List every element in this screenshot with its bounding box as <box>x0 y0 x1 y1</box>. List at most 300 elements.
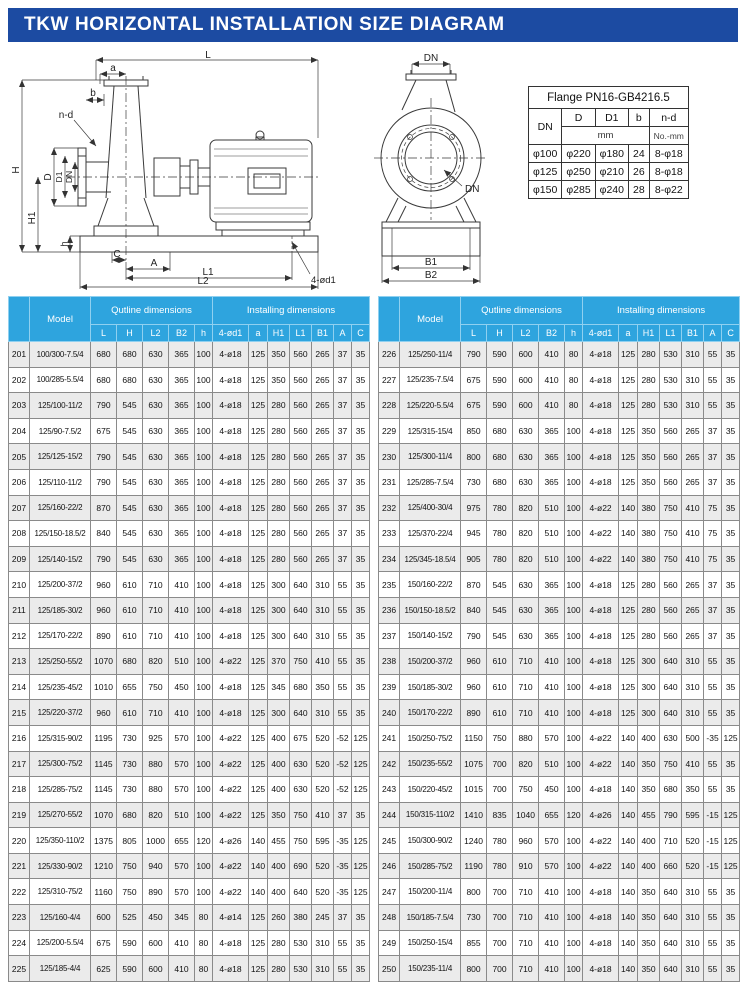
dim-C-cell: 35 <box>352 700 370 726</box>
dim-h-cell: 100 <box>565 828 583 854</box>
dim-A-cell: 37 <box>334 444 352 470</box>
dim-H-cell: 610 <box>117 597 143 623</box>
table-row <box>9 572 370 598</box>
dim-B1-cell: 410 <box>682 546 704 572</box>
dim-B1-cell: 265 <box>312 367 334 393</box>
dim-L1-cell: 640 <box>660 879 682 905</box>
dim-B1-cell: 310 <box>312 700 334 726</box>
dim-H1-cell: 380 <box>638 521 660 547</box>
dim-d1-cell: 4-ø22 <box>583 495 619 521</box>
table-row <box>379 828 740 854</box>
dim-h-cell: 100 <box>195 879 213 905</box>
dim-h-cell: 80 <box>565 393 583 419</box>
dim-B2-cell: 410 <box>539 930 565 956</box>
row-number-cell: 218 <box>9 777 30 803</box>
dim-h-cell: 80 <box>195 905 213 931</box>
dim-L1-cell: 750 <box>290 828 312 854</box>
dim-L2-cell: 600 <box>513 367 539 393</box>
dim-H1-cell: 455 <box>638 802 660 828</box>
dim-H-cell: 680 <box>487 469 513 495</box>
dim-a-cell: 140 <box>619 879 638 905</box>
dim-H-cell: 700 <box>487 956 513 982</box>
dim-H1-cell: 300 <box>638 700 660 726</box>
dim-L-cell: 945 <box>461 521 487 547</box>
row-number-cell: 247 <box>379 879 400 905</box>
dim-L1-cell: 560 <box>660 444 682 470</box>
dim-A-cell: 37 <box>334 342 352 368</box>
table-row <box>9 802 370 828</box>
dim-B2-cell: 510 <box>539 546 565 572</box>
dim-a-cell: 125 <box>249 546 268 572</box>
dim-C-cell: 125 <box>352 879 370 905</box>
dim-L-cell: 960 <box>91 700 117 726</box>
model-cell: 125/315-15/4 <box>400 418 461 444</box>
flange-unit-no-mm: No.-mm <box>649 127 688 145</box>
dim-B2-cell: 510 <box>169 802 195 828</box>
dim-H-cell: 700 <box>487 777 513 803</box>
row-number-cell: 231 <box>379 469 400 495</box>
dim-H1-cell: 400 <box>268 725 290 751</box>
dim-H1-cell: 370 <box>268 649 290 675</box>
dim-C-cell: 125 <box>722 725 740 751</box>
dim-d1-cell: 4-ø18 <box>583 623 619 649</box>
model-cell: 150/220-45/2 <box>400 777 461 803</box>
dim-L1-cell: 750 <box>290 649 312 675</box>
dim-H-cell: 610 <box>487 700 513 726</box>
row-number-cell: 234 <box>379 546 400 572</box>
dim-L2-cell: 820 <box>513 495 539 521</box>
dim-H1-cell: 350 <box>638 418 660 444</box>
dim-L2-cell: 820 <box>513 546 539 572</box>
dim-L-cell: 1070 <box>91 802 117 828</box>
dim-a-cell: 125 <box>249 342 268 368</box>
row-number-cell: 219 <box>9 802 30 828</box>
dim-B1-cell: 265 <box>312 444 334 470</box>
table-row <box>9 521 370 547</box>
dim-label-H1: H1 <box>27 211 38 225</box>
model-cell: 125/185-30/2 <box>30 597 91 623</box>
dim-h-cell: 100 <box>565 418 583 444</box>
dim-L1-cell: 660 <box>660 853 682 879</box>
row-number-cell: 242 <box>379 751 400 777</box>
dim-H1-cell: 280 <box>268 418 290 444</box>
table-row <box>9 828 370 854</box>
dim-C-cell: 35 <box>722 597 740 623</box>
dim-B1-cell: 245 <box>312 905 334 931</box>
dim-A-cell: 55 <box>704 649 722 675</box>
dim-B2-cell: 410 <box>539 342 565 368</box>
dim-a-cell: 125 <box>249 393 268 419</box>
table-row <box>9 751 370 777</box>
model-cell: 125/220-37/2 <box>30 700 91 726</box>
model-cell: 125/285-75/2 <box>30 777 91 803</box>
dim-H-cell: 680 <box>117 649 143 675</box>
dim-H-cell: 545 <box>117 546 143 572</box>
flange-unit-mm: mm <box>562 127 649 145</box>
dim-C-cell: 35 <box>352 367 370 393</box>
dim-C-cell: 35 <box>722 623 740 649</box>
dim-B1-cell: 520 <box>312 879 334 905</box>
dim-d1-cell: 4-ø22 <box>583 853 619 879</box>
dim-C-cell: 35 <box>722 444 740 470</box>
dim-a-cell: 125 <box>619 674 638 700</box>
table-row <box>379 495 740 521</box>
dim-H-cell: 680 <box>117 342 143 368</box>
dim-H-cell: 525 <box>117 905 143 931</box>
dim-a-cell: 125 <box>619 342 638 368</box>
dim-B1-cell: 310 <box>312 930 334 956</box>
flange-dn-cell: φ150 <box>529 181 562 199</box>
dim-H-cell: 835 <box>487 802 513 828</box>
dim-H-cell: 680 <box>487 444 513 470</box>
dim-B2-cell: 410 <box>539 367 565 393</box>
dim-L-cell: 855 <box>461 930 487 956</box>
dim-C-cell: 35 <box>352 674 370 700</box>
dim-L2-cell: 750 <box>143 674 169 700</box>
dim-a-cell: 125 <box>249 623 268 649</box>
model-cell: 150/185-30/2 <box>400 674 461 700</box>
dim-B2-cell: 570 <box>169 853 195 879</box>
dim-L1-cell: 640 <box>660 956 682 982</box>
dim-L1-cell: 640 <box>290 572 312 598</box>
dim-L1-cell: 640 <box>290 700 312 726</box>
dim-H-cell: 545 <box>117 444 143 470</box>
dim-B1-cell: 310 <box>682 930 704 956</box>
dim-C-cell: 35 <box>352 444 370 470</box>
dim-L-cell: 960 <box>461 674 487 700</box>
dim-L-cell: 1410 <box>461 802 487 828</box>
dim-a-cell: 140 <box>619 521 638 547</box>
dim-d1-cell: 4-ø22 <box>583 725 619 751</box>
model-cell: 125/235-45/2 <box>30 674 91 700</box>
model-cell: 150/285-75/2 <box>400 853 461 879</box>
dim-d1-cell: 4-ø18 <box>583 572 619 598</box>
dim-a-cell: 125 <box>249 367 268 393</box>
row-number-cell: 202 <box>9 367 30 393</box>
flange-b-cell: 24 <box>628 145 649 163</box>
model-cell: 100/300-7.5/4 <box>30 342 91 368</box>
dim-C-cell: 35 <box>722 905 740 931</box>
row-number-cell: 209 <box>9 546 30 572</box>
dim-L2-cell: 630 <box>143 521 169 547</box>
dim-L1-cell: 530 <box>660 342 682 368</box>
dim-L2-cell: 630 <box>143 367 169 393</box>
model-cell: 125/90-7.5/2 <box>30 418 91 444</box>
dim-L1-cell: 710 <box>660 828 682 854</box>
dim-L-cell: 800 <box>461 879 487 905</box>
dim-L2-cell: 600 <box>513 393 539 419</box>
table-row <box>9 393 370 419</box>
dim-B2-cell: 365 <box>539 623 565 649</box>
dim-L-cell: 625 <box>91 956 117 982</box>
dim-L2-cell: 960 <box>513 828 539 854</box>
dim-L1-cell: 690 <box>290 853 312 879</box>
col-header-H1: H1 <box>638 325 660 342</box>
dim-L2-cell: 600 <box>513 342 539 368</box>
dim-C-cell: 125 <box>352 725 370 751</box>
dim-label-n-d: n-d <box>58 110 74 121</box>
dim-d1-cell: 4-ø18 <box>213 521 249 547</box>
dim-a-cell: 125 <box>619 597 638 623</box>
row-number-cell: 215 <box>9 700 30 726</box>
row-number-cell: 250 <box>379 956 400 982</box>
dim-H-cell: 590 <box>117 930 143 956</box>
dim-A-cell: 55 <box>704 956 722 982</box>
dim-a-cell: 140 <box>619 853 638 879</box>
dim-C-cell: 125 <box>352 777 370 803</box>
row-number-cell: 220 <box>9 828 30 854</box>
model-cell: 125/110-11/2 <box>30 469 91 495</box>
dim-H1-cell: 300 <box>268 597 290 623</box>
dim-B2-cell: 410 <box>539 700 565 726</box>
dim-L2-cell: 710 <box>513 956 539 982</box>
dim-L1-cell: 560 <box>290 469 312 495</box>
dim-h-cell: 100 <box>195 418 213 444</box>
dim-a-cell: 125 <box>249 956 268 982</box>
dim-C-cell: 35 <box>352 930 370 956</box>
table-row <box>9 495 370 521</box>
dim-d1-cell: 4-ø22 <box>213 751 249 777</box>
dim-label-L1: L1 <box>202 267 214 278</box>
model-cell: 150/250-75/2 <box>400 725 461 751</box>
dim-d1-cell: 4-ø18 <box>583 469 619 495</box>
dim-h-cell: 100 <box>565 879 583 905</box>
flange-b-cell: 26 <box>628 163 649 181</box>
dim-H-cell: 750 <box>487 725 513 751</box>
table-row <box>9 956 370 982</box>
dim-B1-cell: 265 <box>312 546 334 572</box>
dim-label-L: L <box>205 50 211 61</box>
model-cell: 125/160-4/4 <box>30 905 91 931</box>
dim-h-cell: 100 <box>195 623 213 649</box>
dim-h-cell: 100 <box>195 342 213 368</box>
dim-L2-cell: 710 <box>143 572 169 598</box>
dim-h-cell: 80 <box>565 342 583 368</box>
dim-B2-cell: 510 <box>539 495 565 521</box>
flange-col-nd: n-d <box>649 109 688 127</box>
dim-B2-cell: 365 <box>539 469 565 495</box>
dim-C-cell: 35 <box>722 700 740 726</box>
dim-L-cell: 675 <box>461 393 487 419</box>
dim-A-cell: 37 <box>334 418 352 444</box>
dim-d1-cell: 4-ø22 <box>213 802 249 828</box>
dim-L2-cell: 710 <box>513 700 539 726</box>
col-header-A: A <box>334 325 352 342</box>
dim-h-cell: 100 <box>195 495 213 521</box>
dim-H-cell: 610 <box>487 649 513 675</box>
dim-L1-cell: 560 <box>660 572 682 598</box>
dim-L2-cell: 750 <box>513 777 539 803</box>
dim-d1-cell: 4-ø18 <box>583 930 619 956</box>
dim-H1-cell: 400 <box>638 853 660 879</box>
dim-L2-cell: 880 <box>143 751 169 777</box>
dim-L2-cell: 630 <box>143 495 169 521</box>
dim-H-cell: 780 <box>487 495 513 521</box>
table-row <box>379 725 740 751</box>
dim-h-cell: 100 <box>195 700 213 726</box>
dim-h-cell: 100 <box>195 393 213 419</box>
dim-label-D1: D1 <box>54 171 64 183</box>
row-number-cell: 249 <box>379 930 400 956</box>
dim-A-cell: -35 <box>334 879 352 905</box>
dim-B1-cell: 265 <box>682 597 704 623</box>
dim-B1-cell: 310 <box>682 956 704 982</box>
dim-B2-cell: 410 <box>539 393 565 419</box>
dim-H-cell: 545 <box>487 623 513 649</box>
dim-L-cell: 730 <box>461 469 487 495</box>
dim-L-cell: 1210 <box>91 853 117 879</box>
table-row <box>379 572 740 598</box>
dim-H-cell: 750 <box>117 853 143 879</box>
dim-H1-cell: 400 <box>268 853 290 879</box>
dim-B1-cell: 350 <box>312 674 334 700</box>
dim-H1-cell: 350 <box>268 342 290 368</box>
dim-A-cell: 37 <box>334 495 352 521</box>
dim-H1-cell: 350 <box>638 751 660 777</box>
dim-L-cell: 1145 <box>91 777 117 803</box>
dim-C-cell: 35 <box>722 674 740 700</box>
dim-H1-cell: 350 <box>638 444 660 470</box>
dim-L1-cell: 560 <box>290 418 312 444</box>
dim-L1-cell: 790 <box>660 802 682 828</box>
dim-B1-cell: 310 <box>312 597 334 623</box>
dim-B1-cell: 500 <box>682 725 704 751</box>
dim-H1-cell: 280 <box>638 367 660 393</box>
dim-B1-cell: 520 <box>312 725 334 751</box>
row-number-cell: 241 <box>379 725 400 751</box>
dim-B1-cell: 265 <box>682 418 704 444</box>
table-row <box>379 342 740 368</box>
dim-label-anchor-bolts: 4-ød1 <box>311 275 336 286</box>
dim-H1-cell: 350 <box>638 905 660 931</box>
dim-B2-cell: 365 <box>169 393 195 419</box>
table-row <box>379 879 740 905</box>
dim-B1-cell: 310 <box>682 905 704 931</box>
dim-H1-cell: 400 <box>638 725 660 751</box>
dim-B1-cell: 265 <box>312 342 334 368</box>
dim-B2-cell: 365 <box>169 546 195 572</box>
dim-d1-cell: 4-ø18 <box>213 572 249 598</box>
row-number-cell: 204 <box>9 418 30 444</box>
installing-dimensions-header: Installing dimensions <box>213 297 370 325</box>
dim-a-cell: 125 <box>249 444 268 470</box>
model-cell: 150/235-11/4 <box>400 956 461 982</box>
model-cell: 125/140-15/2 <box>30 546 91 572</box>
col-header-H: H <box>487 325 513 342</box>
dim-H1-cell: 300 <box>268 700 290 726</box>
dim-L1-cell: 530 <box>290 930 312 956</box>
row-number-cell: 240 <box>379 700 400 726</box>
dim-B1-cell: 265 <box>312 418 334 444</box>
dim-B1-cell: 410 <box>682 521 704 547</box>
dim-B1-cell: 265 <box>312 469 334 495</box>
table-row <box>9 597 370 623</box>
dim-A-cell: 55 <box>334 674 352 700</box>
dim-B2-cell: 365 <box>169 418 195 444</box>
table-row <box>379 418 740 444</box>
model-cell: 150/200-11/4 <box>400 879 461 905</box>
dim-B2-cell: 365 <box>539 418 565 444</box>
dim-d1-cell: 4-ø18 <box>213 418 249 444</box>
dim-H1-cell: 280 <box>268 956 290 982</box>
dim-H-cell: 545 <box>117 469 143 495</box>
dim-a-cell: 125 <box>249 751 268 777</box>
dim-A-cell: -15 <box>704 802 722 828</box>
dim-H1-cell: 280 <box>268 469 290 495</box>
table-row <box>9 469 370 495</box>
model-cell: 150/170-22/2 <box>400 700 461 726</box>
col-header-a: a <box>619 325 638 342</box>
table-row <box>9 444 370 470</box>
model-cell: 125/315-90/2 <box>30 725 91 751</box>
row-number-cell: 227 <box>379 367 400 393</box>
dim-L-cell: 1145 <box>91 751 117 777</box>
dim-a-cell: 125 <box>619 367 638 393</box>
dim-a-cell: 125 <box>619 469 638 495</box>
col-header-A: A <box>704 325 722 342</box>
dim-L1-cell: 530 <box>290 956 312 982</box>
dim-L1-cell: 680 <box>290 674 312 700</box>
dim-L2-cell: 630 <box>143 418 169 444</box>
dim-label-L2: L2 <box>197 276 209 287</box>
row-number-cell: 244 <box>379 802 400 828</box>
dim-B1-cell: 410 <box>312 802 334 828</box>
dim-L1-cell: 640 <box>290 623 312 649</box>
dim-L-cell: 1240 <box>461 828 487 854</box>
dim-h-cell: 100 <box>195 751 213 777</box>
table-row <box>379 521 740 547</box>
dim-L2-cell: 630 <box>513 418 539 444</box>
dim-C-cell: 35 <box>352 469 370 495</box>
dim-H-cell: 805 <box>117 828 143 854</box>
dim-a-cell: 140 <box>619 751 638 777</box>
dim-label-a: a <box>110 63 116 74</box>
table-row <box>379 853 740 879</box>
dim-A-cell: -52 <box>334 725 352 751</box>
dim-H1-cell: 300 <box>268 572 290 598</box>
dim-a-cell: 125 <box>619 418 638 444</box>
dim-H-cell: 780 <box>487 521 513 547</box>
dim-C-cell: 35 <box>722 546 740 572</box>
row-number-cell: 221 <box>9 853 30 879</box>
dim-B2-cell: 410 <box>539 879 565 905</box>
dim-H1-cell: 400 <box>268 777 290 803</box>
row-number-cell: 216 <box>9 725 30 751</box>
dim-h-cell: 100 <box>195 649 213 675</box>
dim-L2-cell: 820 <box>143 649 169 675</box>
dim-L1-cell: 750 <box>660 521 682 547</box>
dimension-tables-section <box>8 296 738 982</box>
dim-L1-cell: 380 <box>290 905 312 931</box>
table-row <box>9 725 370 751</box>
dim-L2-cell: 1040 <box>513 802 539 828</box>
dim-B1-cell: 310 <box>682 674 704 700</box>
dim-A-cell: 55 <box>334 572 352 598</box>
dim-a-cell: 125 <box>249 674 268 700</box>
flange-col-d: D <box>562 109 595 127</box>
dim-A-cell: 55 <box>704 879 722 905</box>
dim-h-cell: 100 <box>195 367 213 393</box>
dim-a-cell: 125 <box>249 905 268 931</box>
dim-B1-cell: 310 <box>682 342 704 368</box>
dim-a-cell: 125 <box>619 700 638 726</box>
dim-L2-cell: 710 <box>143 623 169 649</box>
table-row <box>9 649 370 675</box>
dim-B1-cell: 520 <box>312 751 334 777</box>
dim-H-cell: 610 <box>117 700 143 726</box>
dim-B1-cell: 265 <box>682 623 704 649</box>
dim-B2-cell: 345 <box>169 905 195 931</box>
